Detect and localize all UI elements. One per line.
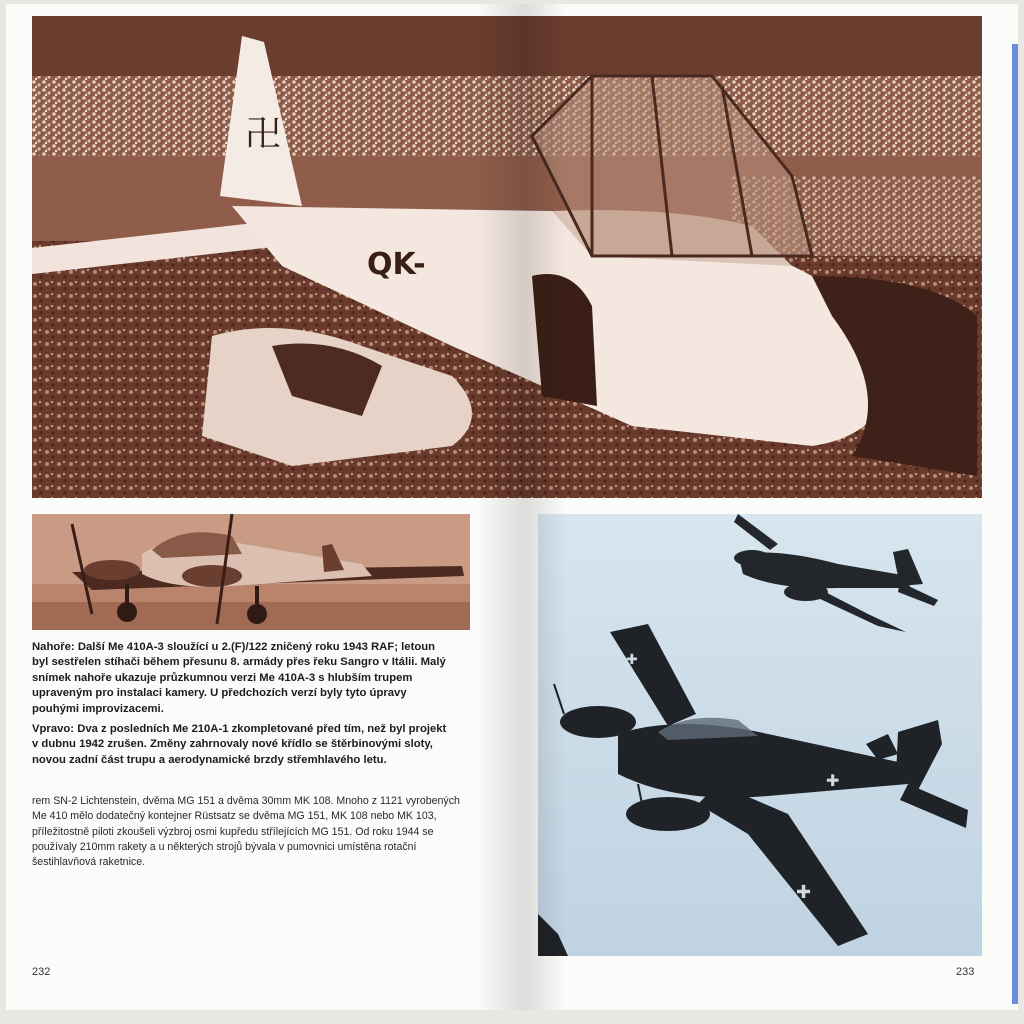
caption-top: Nahoře: Další Me 410A-3 sloužící u 2.(F)/122 zničený roku 1943 RAF; letoun byl sestřelen stíhači během přesunu 8. armády přes řeku Sangro v Itálii. Malý snímek nahoře ukazuje průzkumnou verzi Me 410A-3 s hlubším trupem upraveným pro instalaci kamery. U předchozích verzí byly tyto úpravy pouhými improvizacemi. <box>32 641 446 715</box>
body-text: rem SN-2 Lichtenstein, dvěma MG 151 a dvěma 30mm MK 108. Mnoho z 1121 vyrobených Me 410 mělo dodatečný kontejner Rüstsatz se dvěma MG 151, MK 108 nebo MK 103, příležitostně piloti zkoušeli výzbroj osmi kupředu střílejících MG 151. Od roku 1944 se používaly 210mm rakety a u některých strojů bývala v pumovnici umístěna rotační šestihlavňová raketnice. <box>32 795 460 869</box>
photo-me210-formation <box>538 514 982 956</box>
page-edge-marker <box>1012 44 1018 1004</box>
svg-text:✚: ✚ <box>826 771 840 790</box>
photo-wrecked-me410-image <box>32 16 982 498</box>
svg-text:✚: ✚ <box>626 652 638 668</box>
caption-right: Vpravo: Dva z posledních Me 210A-1 zkompletované před tím, než byl projekt v dubnu 1942 zrušen. Změny zahrnovaly nové křídlo se štěrbinovými sloty, novou zadní část trupu a aerodynamické brzdy střemhlavého letu. <box>32 723 447 766</box>
photo-recon-me410 <box>32 514 470 630</box>
page-number-left: 232 <box>32 966 51 978</box>
aircraft-code-marking: QK- <box>367 247 426 282</box>
photo-wrecked-me410 <box>32 16 982 498</box>
book-spread <box>6 4 1018 1010</box>
svg-text:✚: ✚ <box>796 882 812 903</box>
svg-text:卍: 卍 <box>245 114 282 155</box>
page-number-right: 233 <box>956 966 975 978</box>
photo-me210-formation-image <box>538 514 982 956</box>
photo-recon-me410-image <box>32 514 470 630</box>
